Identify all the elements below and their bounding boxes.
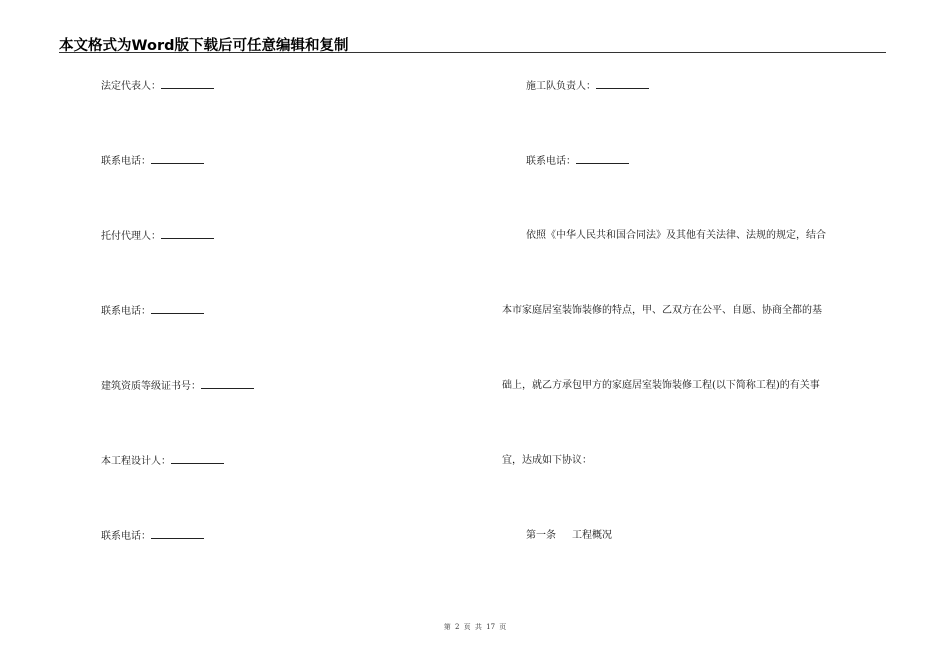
footer-page-number: 2 [454, 623, 460, 631]
blank-line [576, 154, 629, 164]
header-rule [59, 52, 886, 53]
field-label: 本工程设计人： [101, 456, 171, 467]
contact-phone-field [101, 529, 204, 544]
article-title: 工程概况 [572, 530, 612, 541]
footer-suffix: 页 [499, 623, 507, 631]
footer-total-word: 共 [474, 623, 482, 631]
qualification-certificate-field [101, 379, 254, 394]
article-heading [526, 529, 612, 543]
field-label: 托付代理人： [101, 231, 161, 242]
paragraph-line: 依照《中华人民共和国合同法》及其他有关法律、法规的规定，结合 [526, 230, 826, 241]
paragraph-line: 础上，就乙方承包甲方的家庭居室装饰装修工程(以下简称工程)的有关事 [502, 380, 820, 391]
project-designer-field [101, 454, 224, 469]
blank-line [161, 79, 214, 89]
blank-line [151, 154, 204, 164]
field-label: 施工队负责人： [526, 81, 596, 92]
construction-leader-field [526, 79, 649, 94]
footer-prefix: 第 [443, 623, 451, 631]
field-label: 建筑资质等级证书号： [101, 381, 201, 392]
blank-line [201, 379, 254, 389]
footer-total-pages: 17 [486, 623, 496, 631]
article-number: 第一条 [526, 530, 556, 541]
contact-phone-field [526, 154, 629, 169]
legal-representative-field [101, 79, 214, 94]
field-label: 联系电话： [101, 306, 151, 317]
blank-line [161, 229, 214, 239]
page-footer [0, 622, 950, 632]
field-label: 法定代表人： [101, 81, 161, 92]
entrusted-agent-field [101, 229, 214, 244]
blank-line [171, 454, 224, 464]
blank-line [151, 304, 204, 314]
paragraph-line: 本市家庭居室装饰装修的特点，甲、乙双方在公平、自愿、协商全都的基 [502, 305, 822, 316]
contact-phone-field [101, 154, 204, 169]
contact-phone-field [101, 304, 204, 319]
blank-line [151, 529, 204, 539]
field-label: 联系电话： [101, 531, 151, 542]
header-title: 本文格式为Word版下载后可任意编辑和复制 [59, 38, 349, 54]
field-label: 联系电话： [101, 156, 151, 167]
field-label: 联系电话： [526, 156, 576, 167]
footer-page-word: 页 [463, 623, 471, 631]
paragraph-line: 宜，达成如下协议： [502, 455, 592, 466]
blank-line [596, 79, 649, 89]
